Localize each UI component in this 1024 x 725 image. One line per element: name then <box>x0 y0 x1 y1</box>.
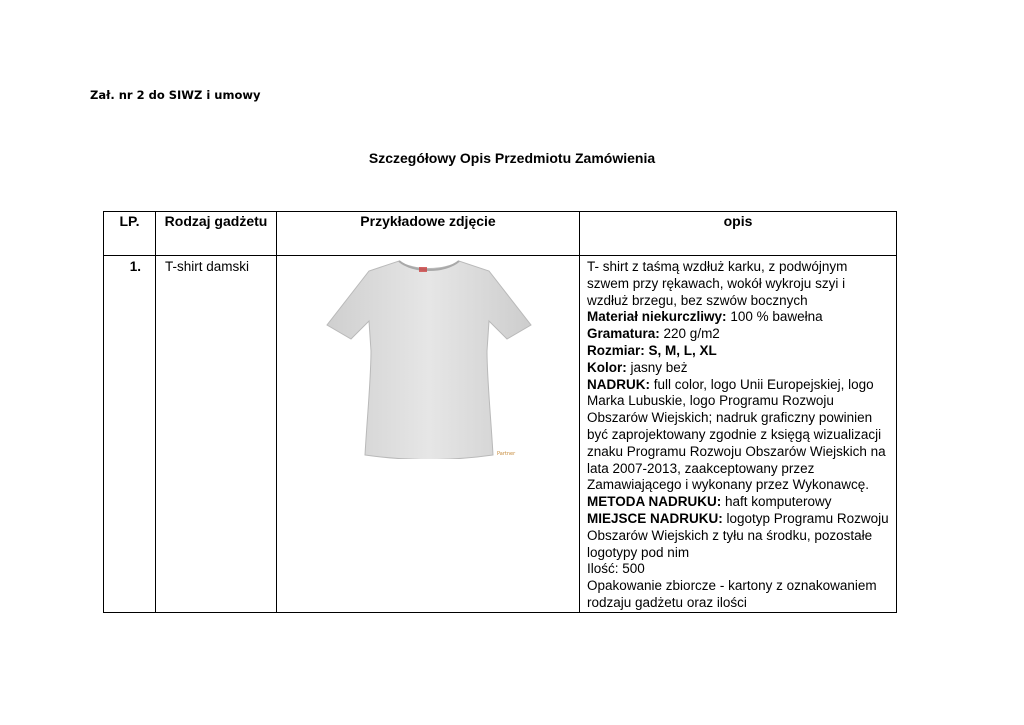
specification-table <box>103 211 897 613</box>
material-line <box>587 309 890 326</box>
print-method-line <box>587 494 890 511</box>
svg-text:Partner: Partner <box>497 451 516 457</box>
size-label: Rozmiar: <box>587 342 645 358</box>
header-description: opis <box>580 212 897 256</box>
example-photo-cell <box>277 256 580 613</box>
table-row <box>104 256 897 613</box>
quantity-line: Ilość: 500 <box>587 561 645 577</box>
print-method-label: METODA NADRUKU: <box>587 494 722 510</box>
header-example-photo: Przykładowe zdjęcie <box>277 212 580 256</box>
print-line <box>587 377 890 495</box>
weight-value: 220 g/m2 <box>659 326 720 342</box>
tshirt-photo <box>321 259 537 459</box>
size-line <box>587 343 890 360</box>
header-lp: LP. <box>104 212 156 256</box>
weight-label: Gramatura: <box>587 326 660 342</box>
description-cell <box>580 256 897 613</box>
print-label: NADRUK: <box>587 376 650 392</box>
header-gadget-type: Rodzaj gadżetu <box>156 212 277 256</box>
size-value: S, M, L, XL <box>644 342 717 358</box>
material-label: Materiał niekurczliwy: <box>587 309 727 325</box>
material-value: 100 % bawełna <box>726 309 823 325</box>
gadget-type: T-shirt damski <box>156 256 277 613</box>
color-line <box>587 360 890 377</box>
packaging-line: Opakowanie zbiorcze - kartony z oznakowaniem rodzaju gadżetu oraz ilości <box>587 578 877 610</box>
weight-line <box>587 326 890 343</box>
print-method-value: haft komputerowy <box>721 494 832 510</box>
attachment-note: Zał. nr 2 do SIWZ i umowy <box>90 88 261 102</box>
description-intro: T- shirt z taśmą wzdłuż karku, z podwójnym szwem przy rękawach, wokół wykroju szyi i wzdłuż brzegu, bez szwów bocznych <box>587 259 848 308</box>
color-label: Kolor: <box>587 359 627 375</box>
table-header-row <box>104 212 897 256</box>
print-value: full color, logo Unii Europejskiej, logo Marka Lubuskie, logo Programu Rozwoju Obszarów Wiejskich; nadruk graficzny powinien być zaprojektowany zgodnie z księgą wizualizacji znaku Programu Rozwoju Obszarów Wiejskich na lata 2007-2013, zaakceptowany przez Zamawiającego i wykonany przez Wykonawcę. <box>587 376 886 493</box>
print-place-line <box>587 511 890 561</box>
print-place-value: logotyp Programu Rozwoju Obszarów Wiejskich z tyłu na środku, pozostałe logotypy pod nim <box>587 510 889 560</box>
print-place-label: MIEJSCE NADRUKU: <box>587 510 723 526</box>
document-title: Szczegółowy Opis Przedmiotu Zamówienia <box>368 150 656 166</box>
color-value: jasny beż <box>626 359 688 375</box>
row-number: 1. <box>104 256 156 613</box>
